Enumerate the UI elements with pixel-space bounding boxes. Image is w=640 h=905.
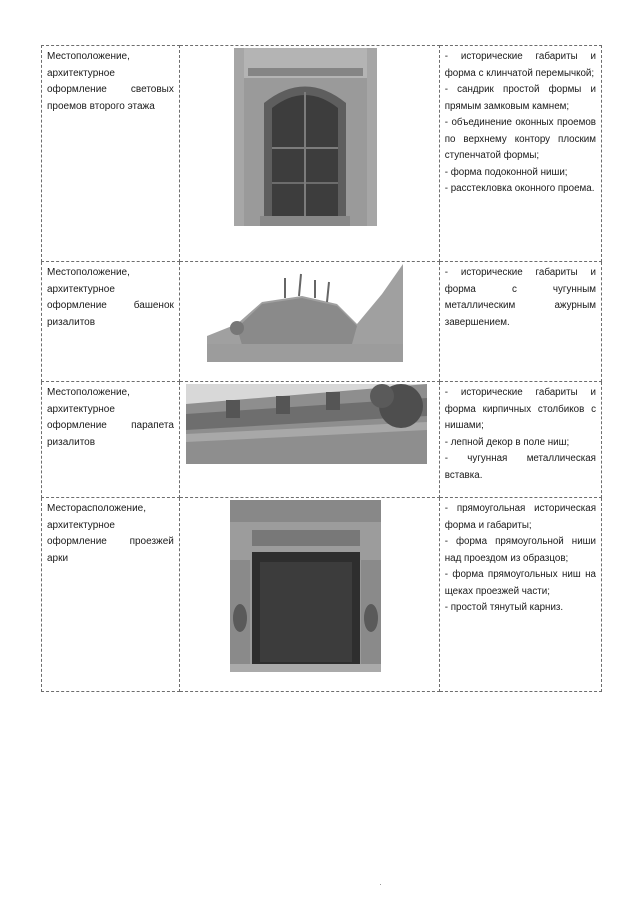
subject-cell	[439, 262, 601, 382]
scan-speck	[380, 884, 381, 885]
subject-text	[445, 385, 596, 484]
parapet-photo	[186, 384, 427, 464]
protected-elements-table	[41, 45, 602, 692]
element-name-cell	[42, 46, 180, 262]
subject-item: - форма прямоугольных ниш на щеках проезжей части;	[444, 569, 596, 597]
subject-item: - исторические габариты и форма с клинчатой перемычкой;	[444, 51, 596, 79]
subject-item: - исторические габариты и форма кирпичных столбиков с нишами;	[444, 387, 596, 431]
element-name: Месторасположение, архитектурное оформление проезжей арки	[47, 503, 174, 564]
turret-photo	[207, 264, 403, 362]
element-name-cell	[42, 262, 180, 382]
subject-item: - лепной декор в поле ниш;	[444, 436, 570, 448]
subject-item: - прямоугольная историческая форма и габариты;	[444, 503, 596, 531]
table-row	[42, 262, 602, 382]
table-row	[42, 46, 602, 262]
photo-cell	[179, 262, 439, 382]
subject-item: - форма подоконной ниши;	[444, 166, 568, 178]
table-row	[42, 498, 602, 692]
subject-text	[445, 49, 596, 198]
subject-item: - исторические габариты и форма с чугунным металлическим ажурным завершением.	[444, 267, 596, 328]
subject-item: - чугунная металлическая вставка.	[444, 453, 596, 481]
photo-cell	[179, 46, 439, 262]
subject-text	[445, 265, 596, 331]
photo-cell	[179, 498, 439, 692]
table-row	[42, 382, 602, 498]
element-name: Местоположение, архитектурное оформление световых проемов второго этажа	[47, 51, 174, 112]
subject-cell	[439, 498, 601, 692]
photo-cell	[179, 382, 439, 498]
arch-photo	[230, 500, 381, 672]
subject-item: - расстекловка оконного проема.	[444, 183, 595, 194]
element-name-cell	[42, 498, 180, 692]
subject-item: - сандрик простой формы и прямым замковым камнем;	[444, 84, 596, 112]
subject-item: - форма прямоугольной ниши над проездом из образцов;	[444, 536, 596, 564]
element-name: Местоположение, архитектурное оформление башенок ризалитов	[47, 267, 174, 328]
element-name: Местоположение, архитектурное оформление парапета ризалитов	[47, 387, 174, 448]
window-photo	[234, 48, 377, 226]
subject-item: - объединение оконных проемов по верхнему контору плоским ступенчатой формы;	[444, 117, 596, 161]
subject-cell	[439, 46, 601, 262]
element-name-cell	[42, 382, 180, 498]
subject-text	[445, 501, 596, 617]
subject-cell	[439, 382, 601, 498]
subject-item: - простой тянутый карниз.	[444, 602, 564, 613]
